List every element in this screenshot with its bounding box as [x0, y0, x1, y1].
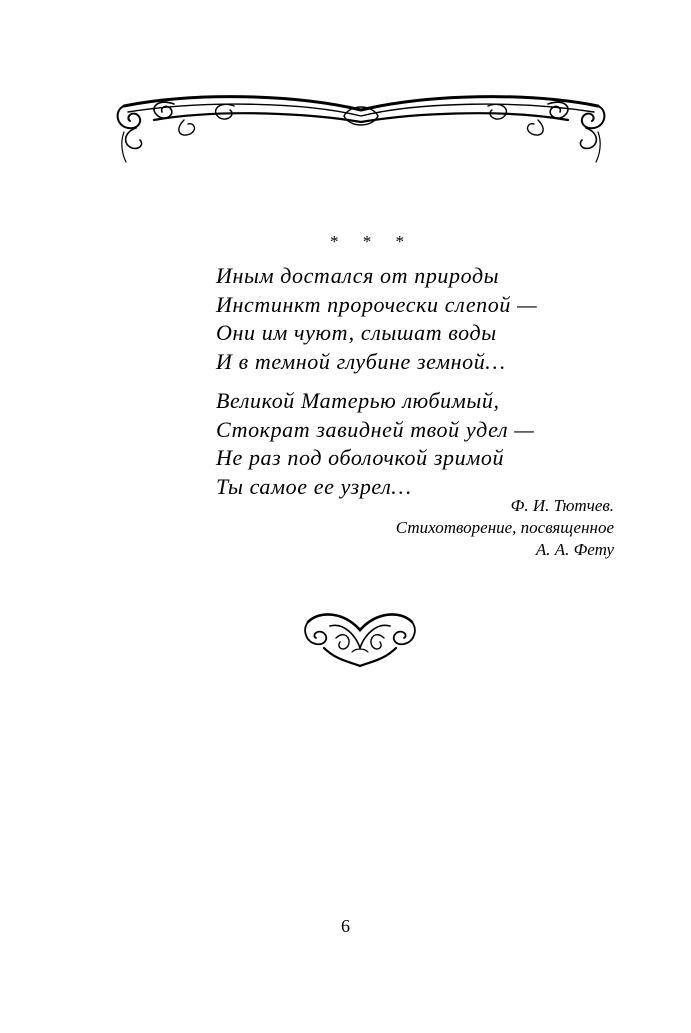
attribution: [396, 495, 614, 561]
heart-flourish-ornament: [300, 608, 420, 670]
top-flourish-ornament: [114, 86, 608, 166]
page-number: 6: [341, 916, 350, 936]
poem-line: Ты самое ее узрел…: [216, 473, 412, 499]
poem-line: Великой Матерью любимый,: [216, 388, 500, 413]
poem-line: Стократ завидней твой удел —: [216, 416, 535, 442]
attribution-author: Ф. И. Тютчев.: [510, 496, 614, 515]
poem-line: Они им чуют, слышат воды: [216, 320, 497, 345]
section-asterisks: * * *: [330, 232, 414, 251]
stanza-2: [216, 387, 636, 501]
poem-line: И в темной глубине земной…: [216, 348, 506, 374]
attribution-work: Стихотворение, посвященное: [395, 518, 614, 537]
poem-line: Не раз под оболочкой зримой: [216, 445, 505, 470]
stanza-1: [216, 262, 636, 376]
poem-line: Инстинкт пророчески слепой —: [216, 291, 538, 317]
attribution-dedicatee: А. А. Фету: [535, 540, 614, 559]
poem-line: Иным достался от природы: [216, 263, 500, 288]
poem: [216, 262, 636, 501]
